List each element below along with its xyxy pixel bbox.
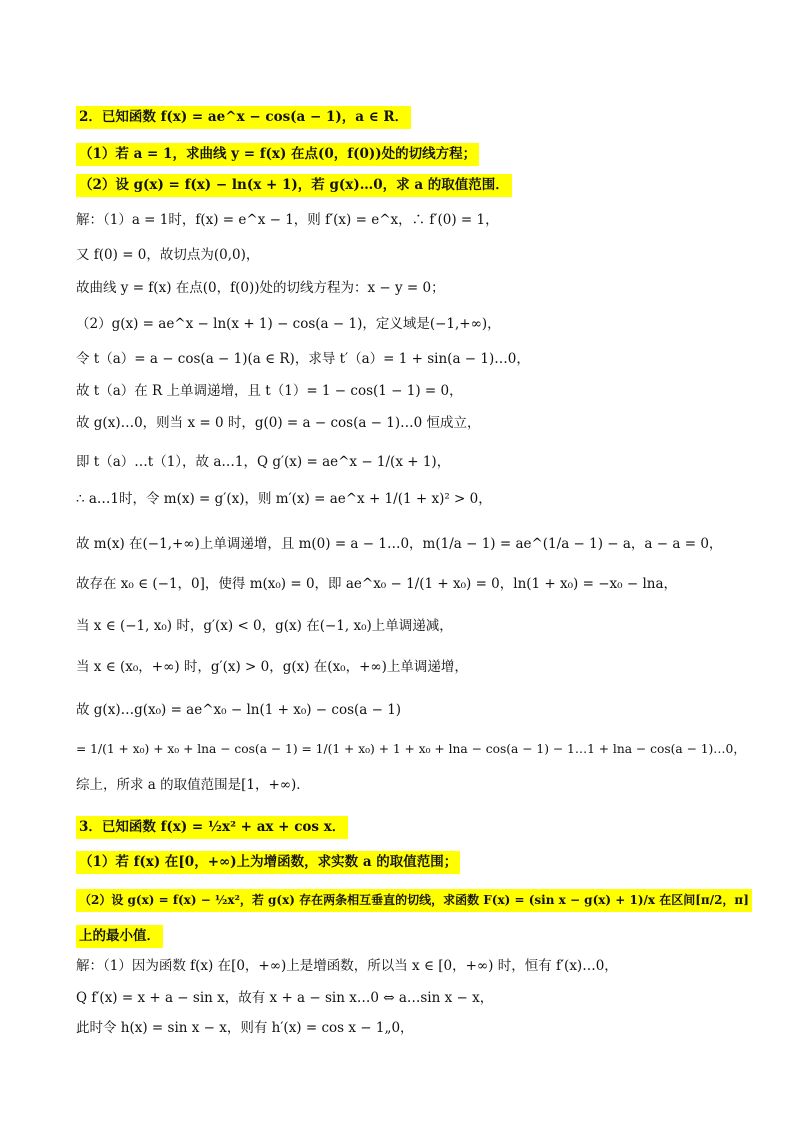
solution-line: 令 t（a）= a − cos(a − 1)(a ∈ R)，求导 t′（a）= 1 + sin(a − 1)…0，: [76, 351, 530, 367]
solution-line: （2）g(x) = ae^x − ln(x + 1) − cos(a − 1)，定义域是(−1,+∞)，: [76, 316, 501, 332]
problem-2-statement: 2．已知函数 f(x) = ae^x − cos(a − 1)，a ∈ R．: [76, 106, 411, 129]
solution-line: 故 g(x)…g(x₀) = ae^x₀ − ln(1 + x₀) − cos(a − 1): [76, 702, 402, 718]
problem-2-part-1: （1）若 a = 1，求曲线 y = f(x) 在点(0，f(0))处的切线方程；: [76, 143, 479, 166]
solution-line: = 1/(1 + x₀) + x₀ + lna − cos(a − 1) = 1/(1 + x₀) + 1 + x₀ + lna − cos(a − 1) − 1…1 + lna − cos(a − 1)…0，: [76, 742, 746, 756]
problem-3-part-2: （2）设 g(x) = f(x) − ½x²，若 g(x) 存在两条相互垂直的切线，求函数 F(x) = (sin x − g(x) + 1)/x 在区间[π/2，π]: [76, 889, 752, 912]
solution-line: 解：（1）因为函数 f(x) 在[0，+∞)上是增函数，所以当 x ∈ [0，+∞) 时，恒有 f′(x)…0，: [76, 958, 618, 974]
problem-3-part-1: （1）若 f(x) 在[0，+∞)上为增函数，求实数 a 的取值范围；: [76, 851, 460, 874]
solution-line: 解：（1）a = 1时，f(x) = e^x − 1，则 f′(x) = e^x，∴ f′(0) = 1，: [76, 212, 499, 228]
solution-line: 故曲线 y = f(x) 在点(0，f(0))处的切线方程为：x − y = 0；: [76, 280, 445, 296]
solution-line: 故 g(x)…0，则当 x = 0 时，g(0) = a − cos(a − 1)…0 恒成立，: [76, 415, 481, 431]
solution-line: 当 x ∈ (x₀，+∞) 时，g′(x) > 0，g(x) 在(x₀，+∞)上单调递增，: [76, 659, 468, 675]
solution-line: ∴ a…1时，令 m(x) = g′(x)，则 m′(x) = ae^x + 1/(1 + x)² > 0，: [76, 491, 492, 507]
solution-line: 即 t（a）…t（1），故 a…1，Q g′(x) = ae^x − 1/(x + 1)，: [76, 454, 451, 470]
solution-line: 综上，所求 a 的取值范围是[1，+∞)．: [76, 777, 310, 793]
problem-3-statement: 3．已知函数 f(x) = ½x² + ax + cos x．: [76, 816, 348, 839]
solution-line: 故 m(x) 在(−1,+∞)上单调递增，且 m(0) = a − 1…0，m(1/a − 1) = ae^(1/a − 1) − a，a − a = 0，: [76, 536, 723, 552]
solution-line: 故存在 x₀ ∈ (−1，0]，使得 m(x₀) = 0，即 ae^x₀ − 1/(1 + x₀) = 0，ln(1 + x₀) = −x₀ − lna，: [76, 576, 678, 592]
problem-2-part-2: （2）设 g(x) = f(x) − ln(x + 1)，若 g(x)…0，求 a 的取值范围．: [76, 174, 512, 197]
solution-line: Q f′(x) = x + a − sin x，故有 x + a − sin x…0 ⇔ a…sin x − x，: [76, 990, 494, 1006]
solution-line: 故 t（a）在 R 上单调递增，且 t（1）= 1 − cos(1 − 1) = 0，: [76, 383, 463, 399]
problem-3-part-2-continued: 上的最小值．: [76, 925, 163, 948]
solution-line: 又 f(0) = 0，故切点为(0,0)，: [76, 247, 260, 263]
solution-line: 此时令 h(x) = sin x − x，则有 h′(x) = cos x − 1„0，: [76, 1020, 414, 1036]
solution-line: 当 x ∈ (−1, x₀) 时，g′(x) < 0，g(x) 在(−1, x₀)上单调递减，: [76, 618, 453, 634]
